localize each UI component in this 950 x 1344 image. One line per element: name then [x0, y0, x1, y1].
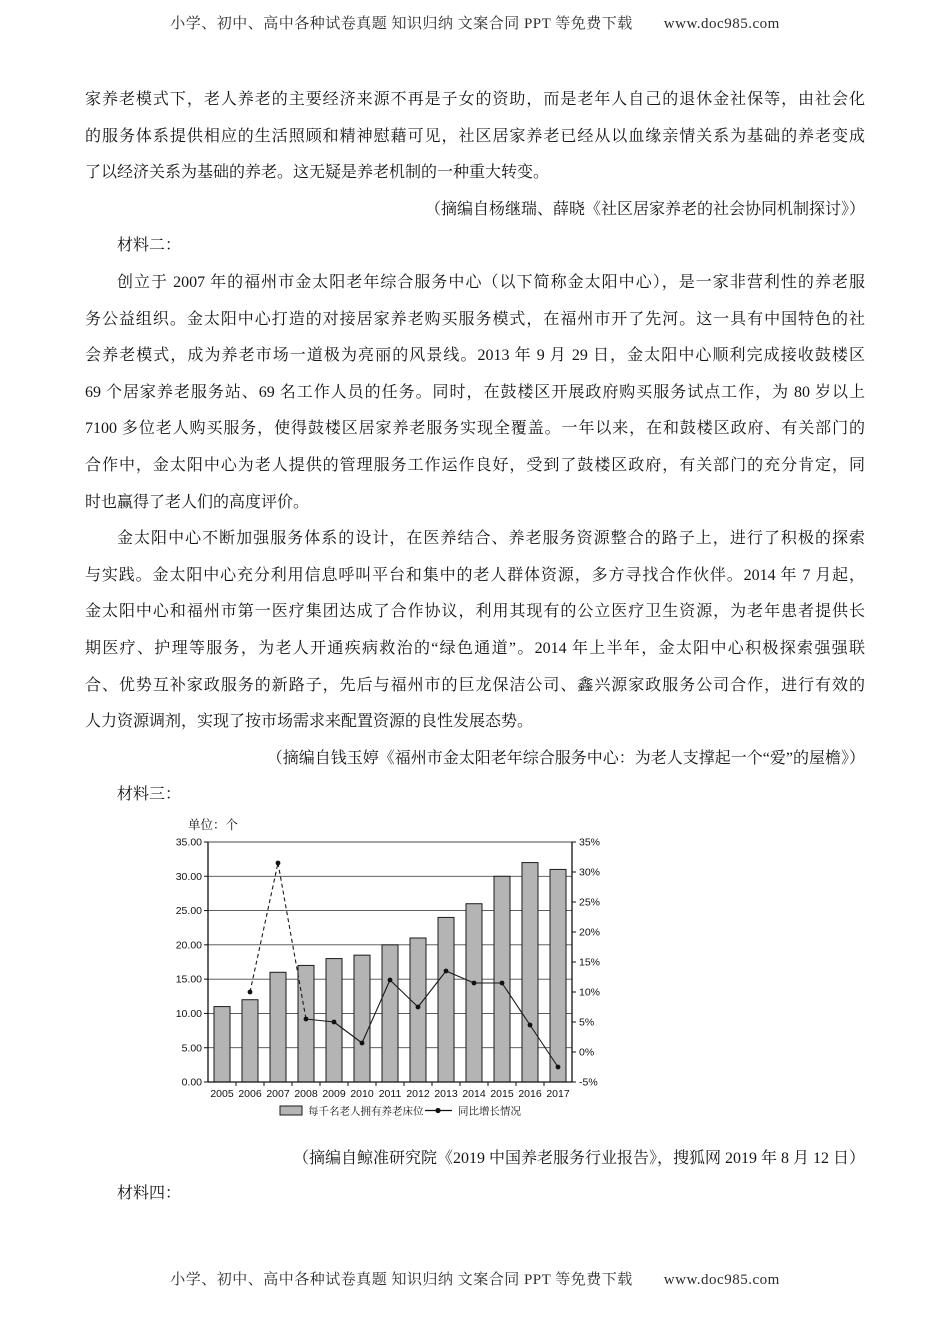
text-line: 人力资源调剂，实现了按市场需求来配置资源的良性发展态势。 [85, 713, 534, 731]
material4-label: 材料四： [117, 1185, 182, 1202]
growth-point [248, 990, 253, 995]
text-line: 材料三： [117, 786, 182, 804]
chart-unit-label: 单位：个 [188, 818, 239, 832]
bar [298, 965, 314, 1082]
page-header: 小学、初中、高中各种试卷真题 知识归纳 文案合同 PPT 等免费下载 www.doc985.com [170, 16, 780, 32]
growth-point [444, 969, 449, 974]
text-line: 的服务体系提供相应的生活照顾和精神慰藉可见，社区居家养老已经从以血缘亲情关系为基础的养老变成 [85, 127, 865, 145]
text-line: 与实践。金太阳中心充分利用信息呼叫平台和集中的老人群体资源，多方寻找合作伙伴。2014 年 7 月起， [85, 566, 865, 584]
bar [550, 869, 566, 1082]
text-line: （摘编自钱玉婷《福州市金太阳老年综合服务中心：为老人支撑起一个“爱”的屋檐》） [266, 749, 865, 767]
right-axis-label: -5% [579, 1076, 598, 1089]
x-axis-label: 2014 [462, 1088, 486, 1100]
chart-caption: （摘编自鲸准研究院《2019 中国养老服务行业报告》，搜狐网 2019 年 8 月 12 日） [292, 1150, 865, 1167]
right-axis-label: 10% [579, 986, 601, 999]
growth-point [416, 1005, 421, 1010]
growth-point [276, 861, 281, 866]
left-axis-label: 25.00 [175, 905, 202, 918]
x-axis-label: 2010 [350, 1088, 374, 1100]
text-line: 了以经济关系为基础的养老。这无疑是养老机制的一种重大转变。 [85, 164, 550, 182]
bar [214, 1007, 230, 1082]
bar [522, 863, 538, 1082]
growth-point [332, 1020, 337, 1025]
growth-point [304, 1017, 309, 1022]
text-line: 期医疗、护理等服务，为老人开通疾病救治的“绿色通道”。2014 年上半年，金太阳中心积极探索强强联 [85, 639, 865, 657]
text-line: 69 个居家养老服务站、69 名工作人员的任务。同时，在鼓楼区开展政府购买服务试点工作，为 80 岁以上 [85, 383, 865, 401]
bar [494, 876, 510, 1082]
right-axis-label: 15% [579, 956, 601, 969]
legend-bar-label: 每千名老人拥有养老床位 [308, 1105, 424, 1118]
x-axis-label: 2005 [210, 1088, 234, 1100]
text-line: 合、优势互补家政服务的新路子，先后与福州市的巨龙保洁公司、鑫兴源家政服务公司合作，进行有效的 [85, 676, 865, 694]
growth-point [360, 1041, 365, 1046]
left-axis-label: 10.00 [175, 1008, 202, 1021]
page-footer: 小学、初中、高中各种试卷真题 知识归纳 文案合同 PPT 等免费下载 www.doc985.com [170, 1272, 780, 1288]
x-axis-label: 2009 [322, 1088, 346, 1100]
text-line: 材料二： [117, 237, 182, 255]
bar [438, 917, 454, 1082]
chart [160, 815, 615, 1127]
growth-point [472, 981, 477, 986]
text-line: 合作中，金太阳中心为老人提供的管理服务工作运作良好，受到了鼓楼区政府，有关部门的充分肯定，同 [85, 456, 865, 474]
growth-point [388, 978, 393, 983]
x-axis-label: 2012 [406, 1088, 430, 1100]
x-axis-label: 2006 [238, 1088, 262, 1100]
left-axis-label: 15.00 [175, 973, 202, 986]
bar [410, 938, 426, 1082]
x-axis-label: 2015 [490, 1088, 514, 1100]
right-axis-label: 30% [579, 866, 601, 879]
bar [270, 972, 286, 1082]
x-axis-label: 2011 [378, 1088, 402, 1100]
left-axis-label: 20.00 [175, 939, 202, 952]
text-line: 时也赢得了老人们的高度评价。 [85, 493, 310, 511]
legend-bar-swatch [280, 1106, 302, 1115]
text-line: 务公益组织。金太阳中心打造的对接居家养老购买服务模式，在福州市开了先河。这一具有中国特色的社 [85, 310, 865, 328]
left-axis-label: 0.00 [181, 1076, 202, 1089]
x-axis-label: 2013 [434, 1088, 458, 1100]
text-line: 7100 多位老人购买服务，使得鼓楼区居家养老服务实现全覆盖。一年以来，在和鼓楼区政府、有关部门的 [85, 420, 865, 438]
right-axis-label: 0% [579, 1046, 595, 1059]
right-axis-label: 35% [579, 836, 601, 849]
right-axis-label: 25% [579, 896, 601, 909]
legend-line-label: 同比增长情况 [458, 1105, 521, 1118]
body-text [85, 82, 865, 814]
text-line: 家养老模式下，老人养老的主要经济来源不再是子女的资助，而是老年人自己的退休金社保等，由社会化 [85, 91, 865, 108]
text-line: 会养老模式，成为养老市场一道极为亮丽的风景线。2013 年 9 月 29 日，金太阳中心顺利完成接收鼓楼区 [85, 347, 865, 365]
text-line: （摘编自杨继瑞、薛晓《社区居家养老的社会协同机制探讨》） [424, 200, 865, 218]
x-axis-label: 2017 [546, 1088, 570, 1100]
bar [354, 955, 370, 1082]
growth-point [500, 981, 505, 986]
text-line: 创立于 2007 年的福州市金太阳老年综合服务中心（以下简称金太阳中心），是一家非营利性的养老服 [117, 273, 865, 291]
right-axis-label: 5% [579, 1016, 595, 1029]
left-axis-label: 30.00 [175, 870, 202, 883]
bar [382, 945, 398, 1082]
chart-svg [160, 815, 615, 1127]
x-axis-label: 2007 [266, 1088, 290, 1100]
x-axis-label: 2016 [518, 1088, 542, 1100]
text-line: 金太阳中心和福州市第一医疗集团达成了合作协议，利用其现有的公立医疗卫生资源，为老年患者提供长 [85, 603, 865, 621]
growth-point [556, 1065, 561, 1070]
x-axis-label: 2008 [294, 1088, 318, 1100]
right-axis-label: 20% [579, 926, 601, 939]
text-line: 金太阳中心不断加强服务体系的设计，在医养结合、养老服务资源整合的路子上，进行了积极的探索 [117, 530, 865, 548]
left-axis-label: 5.00 [181, 1042, 202, 1055]
growth-point [528, 1023, 533, 1028]
left-axis-label: 35.00 [175, 836, 202, 849]
bar [466, 904, 482, 1082]
legend-line-marker [435, 1108, 440, 1113]
bar [242, 1000, 258, 1082]
